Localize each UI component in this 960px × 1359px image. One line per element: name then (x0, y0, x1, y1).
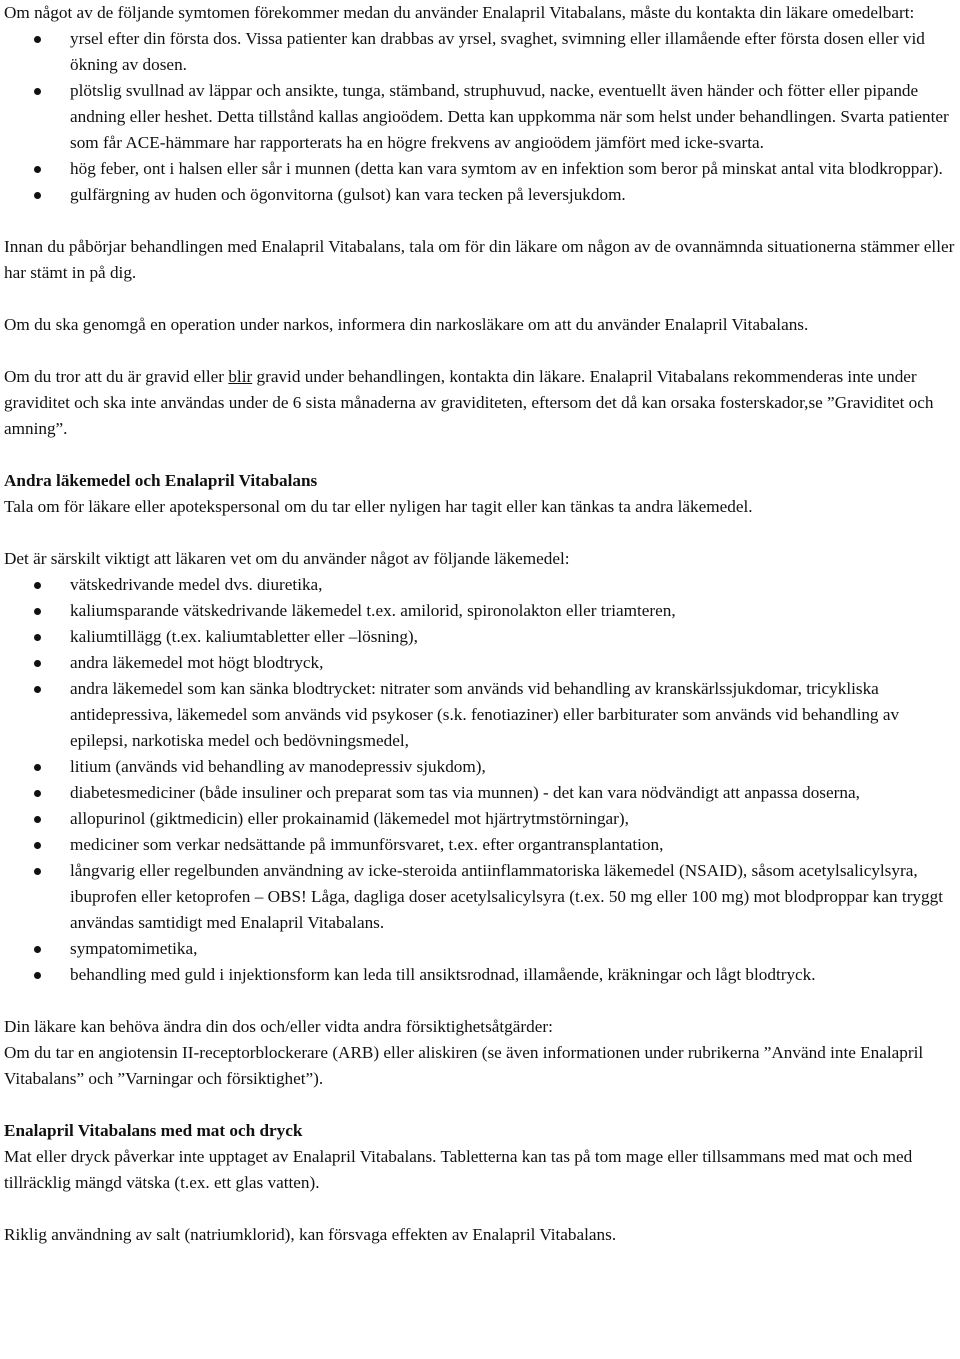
pregnancy-paragraph (4, 364, 956, 442)
list-item: behandling med guld i injektionsform kan leda till ansiktsrodnad, illamående, kräkningar och lågt blodtryck. (4, 962, 956, 988)
pregnancy-text-end: gravid under behandlingen, kontakta din läkare. Enalapril Vitabalans rekommenderas inte under graviditet och ska inte användas under de 6 sista månaderna av graviditeten, eftersom det då kan orsaka fosterskador,se ”Graviditet och amning”. (4, 367, 934, 438)
list-item: yrsel efter din första dos. Vissa patienter kan drabbas av yrsel, svaghet, svimning eller illamående efter första dosen eller vid ökning av dosen. (4, 26, 956, 78)
arb-paragraph: Om du tar en angiotensin II-receptorblockerare (ARB) eller aliskiren (se även informationen under rubrikerna ”Använd inte Enalapril Vitabalans” och ”Varningar och försiktighet”). (4, 1043, 924, 1088)
list-item: diabetesmediciner (både insuliner och preparat som tas via munnen) - det kan vara nödvändigt att anpassa doserna, (4, 780, 956, 806)
operation-paragraph: Om du ska genomgå en operation under narkos, informera din narkosläkare om att du använder Enalapril Vitabalans. (4, 315, 809, 334)
list-item: vätskedrivande medel dvs. diuretika, (4, 572, 956, 598)
list-item: sympatomimetika, (4, 936, 956, 962)
dose-change-line: Din läkare kan behöva ändra din dos och/eller vidta andra försiktighetsåtgärder: (4, 1017, 553, 1036)
list-item: långvarig eller regelbunden användning av icke-steroida antiinflammatoriska läkemedel (NSAID), såsom acetylsalicylsyra, ibuprofen eller ketoprofen – OBS! Låga, dagliga doser acetylsalicylsyra (t.ex. 50 mg eller 100 mg) mot blodproppar kan tryggt användas samtidigt med Enalapril Vitabalans. (4, 858, 956, 936)
medicines-list (4, 572, 956, 988)
symptoms-list (4, 26, 956, 208)
list-item: kaliumsparande vätskedrivande läkemedel t.ex. amilorid, spironolakton eller triamteren, (4, 598, 956, 624)
list-item: litium (används vid behandling av manodepressiv sjukdom), (4, 754, 956, 780)
list-item: andra läkemedel mot högt blodtryck, (4, 650, 956, 676)
other-medicines-text: Tala om för läkare eller apotekspersonal om du tar eller nyligen har tagit eller kan tänkas ta andra läkemedel. (4, 497, 753, 516)
list-item: allopurinol (giktmedicin) eller prokainamid (läkemedel mot hjärtrytmstörningar), (4, 806, 956, 832)
list-item: mediciner som verkar nedsättande på immunförsvaret, t.ex. efter organtransplantation, (4, 832, 956, 858)
salt-paragraph: Riklig användning av salt (natriumklorid), kan försvaga effekten av Enalapril Vitabalans. (4, 1225, 617, 1244)
food-heading: Enalapril Vitabalans med mat och dryck (4, 1121, 303, 1140)
pregnancy-underlined-word: blir (228, 367, 253, 386)
other-medicines-heading: Andra läkemedel och Enalapril Vitabalans (4, 471, 318, 490)
list-item: plötslig svullnad av läppar och ansikte, tunga, stämband, struphuvud, nacke, eventuellt även händer och fötter eller pipande andning eller heshet. Detta tillstånd kallas angioödem. Detta kan uppkomma när som helst under behandlingen. Svarta patienter som får ACE-hämmare har rapporterats ha en högre frekvens av angioödem jämfört med icke-svarta. (4, 78, 956, 156)
food-text: Mat eller dryck påverkar inte upptaget av Enalapril Vitabalans. Tabletterna kan tas på tom mage eller tillsammans med mat och med tillräcklig mängd vätska (t.ex. ett glas vatten). (4, 1147, 913, 1192)
list-item: andra läkemedel som kan sänka blodtrycket: nitrater som används vid behandling av kranskärlssjukdomar, tricykliska antidepressiva, läkemedel som används vid psykoser (s.k. fenotiaziner) eller barbiturater som används vid behandling av epilepsi, narkotiska medel och bedövningsmedel, (4, 676, 956, 754)
list-item: kaliumtillägg (t.ex. kaliumtabletter eller –lösning), (4, 624, 956, 650)
before-treatment-paragraph: Innan du påbörjar behandlingen med Enalapril Vitabalans, tala om för din läkare om någon av de ovannämnda situationerna stämmer eller har stämt in på dig. (4, 237, 955, 282)
symptoms-intro: Om något av de följande symtomen förekommer medan du använder Enalapril Vitabalans, måste du kontakta din läkare omedelbart: (4, 3, 915, 22)
list-item: hög feber, ont i halsen eller sår i munnen (detta kan vara symtom av en infektion som beror på minskat antal vita blodkroppar). (4, 156, 956, 182)
other-medicines-intro: Det är särskilt viktigt att läkaren vet om du använder något av följande läkemedel: (4, 549, 570, 568)
pregnancy-text-start: Om du tror att du är gravid eller (4, 367, 229, 386)
list-item: gulfärgning av huden och ögonvitorna (gulsot) kan vara tecken på leversjukdom. (4, 182, 956, 208)
